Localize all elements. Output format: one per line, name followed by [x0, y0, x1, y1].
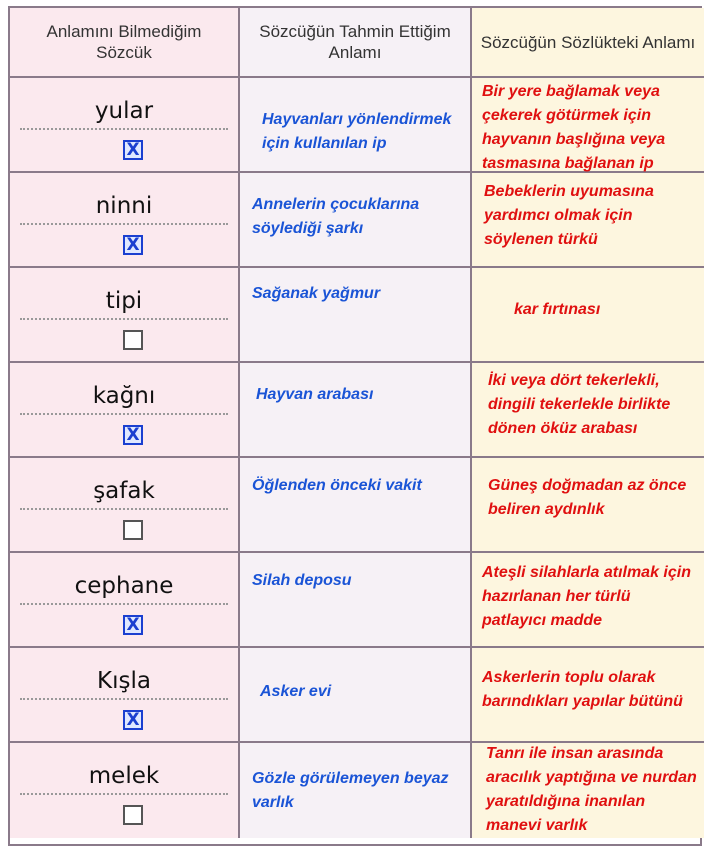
dotted-line: [20, 698, 228, 700]
word-checkbox[interactable]: X: [123, 615, 143, 635]
guess-cell: [240, 743, 472, 838]
dotted-line: [20, 793, 228, 795]
word-checkbox[interactable]: X: [123, 235, 143, 255]
dict-text: Askerlerin toplu olarak barındıkları yapılar bütünü: [482, 669, 683, 710]
dotted-line: [20, 603, 228, 605]
dict-cell: [472, 363, 704, 458]
dotted-line: [20, 508, 228, 510]
word-checkbox[interactable]: [123, 330, 143, 350]
dict-cell: [472, 743, 704, 838]
guess-text: Gözle görülemeyen beyaz varlık: [252, 770, 449, 811]
vocabulary-table: [8, 6, 702, 846]
guess-cell: [240, 363, 472, 458]
dict-cell: [472, 648, 704, 743]
word-label: tipi: [105, 288, 143, 314]
guess-cell: [240, 648, 472, 743]
word-cell: [10, 458, 240, 553]
guess-cell: [240, 458, 472, 553]
word-checkbox[interactable]: [123, 805, 143, 825]
dict-text: Tanrı ile insan arasında aracılık yaptığına ve nurdan yaratıldığına inanılan manevi varlık: [486, 745, 697, 834]
dict-text: Güneş doğmadan az önce beliren aydınlık: [488, 477, 687, 518]
dotted-line: [20, 128, 228, 130]
dict-text: Bir yere bağlamak veya çekerek götürmek için hayvanın başlığına veya tasmasına bağlanan ip: [482, 83, 666, 172]
word-label: yular: [94, 98, 154, 124]
word-checkbox[interactable]: X: [123, 140, 143, 160]
dotted-line: [20, 223, 228, 225]
guess-text: Annelerin çocuklarına söylediği şarkı: [252, 196, 420, 237]
word-cell: [10, 268, 240, 363]
guess-text: Asker evi: [260, 683, 332, 700]
header-dictionary-meaning: Sözcüğün Sözlükteki Anlamı: [472, 8, 704, 78]
guess-cell: [240, 173, 472, 268]
guess-text: Öğlenden önceki vakit: [252, 477, 422, 494]
header-unknown-word: Anlamını Bilmediğim Sözcük: [10, 8, 240, 78]
dict-cell: [472, 458, 704, 553]
word-label: şafak: [93, 478, 155, 504]
guess-text: Hayvan arabası: [256, 386, 374, 403]
word-cell: [10, 78, 240, 173]
word-label: ninni: [95, 193, 153, 219]
dict-text: kar fırtınası: [514, 301, 601, 318]
guess-text: Silah deposu: [252, 572, 352, 589]
word-cell: [10, 173, 240, 268]
word-cell: [10, 363, 240, 458]
word-label: kağnı: [92, 383, 156, 409]
guess-text: Hayvanları yönlendirmek için kullanılan ip: [262, 111, 452, 152]
word-cell: [10, 648, 240, 743]
dict-cell: [472, 78, 704, 173]
word-checkbox[interactable]: X: [123, 425, 143, 445]
guess-cell: [240, 78, 472, 173]
word-cell: [10, 743, 240, 838]
word-checkbox[interactable]: X: [123, 710, 143, 730]
word-cell: [10, 553, 240, 648]
word-label: melek: [88, 763, 160, 789]
word-label: Kışla: [97, 668, 151, 694]
dict-cell: [472, 173, 704, 268]
guess-text: Sağanak yağmur: [252, 285, 381, 302]
dict-text: İki veya dört tekerlekli, dingili tekerlekle birlikte dönen öküz arabası: [488, 372, 671, 437]
word-label: cephane: [74, 573, 174, 599]
guess-cell: [240, 553, 472, 648]
header-guessed-meaning: Sözcüğün Tahmin Ettiğim Anlamı: [240, 8, 472, 78]
dict-cell: [472, 553, 704, 648]
dict-text: Ateşli silahlarla atılmak için hazırlanan her türlü patlayıcı madde: [482, 564, 691, 629]
dotted-line: [20, 318, 228, 320]
dict-text: Bebeklerin uyumasına yardımcı olmak için söylenen türkü: [484, 183, 654, 248]
guess-cell: [240, 268, 472, 363]
dict-cell: [472, 268, 704, 363]
dotted-line: [20, 413, 228, 415]
word-checkbox[interactable]: [123, 520, 143, 540]
